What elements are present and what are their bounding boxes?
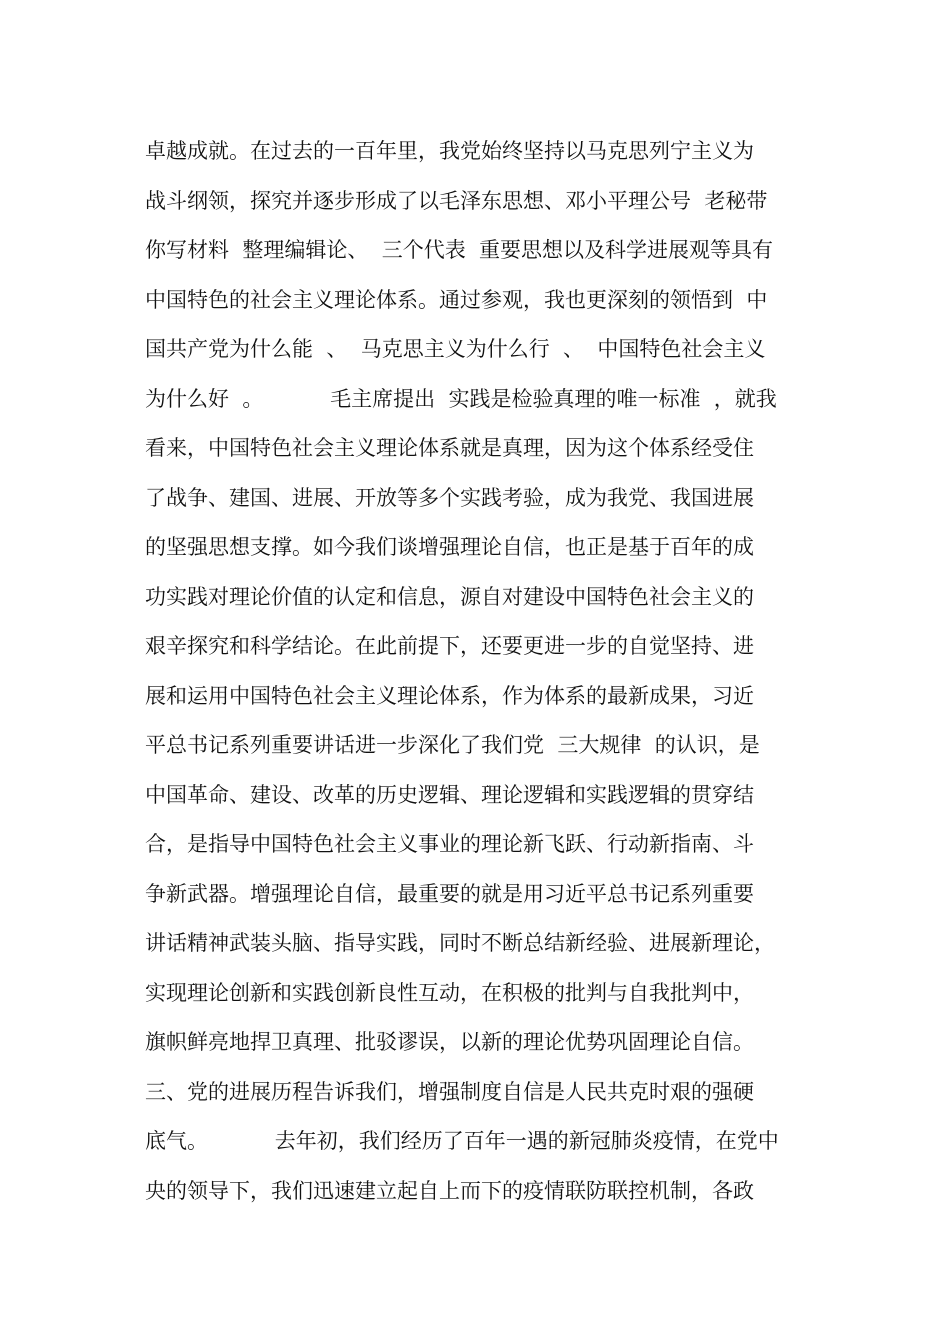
text-line: 中国特色的社会主义理论体系。通过参观，我也更深刻的领悟到 中 — [145, 287, 768, 312]
text-line: 中国革命、建设、改革的历史逻辑、理论逻辑和实践逻辑的贯穿结 — [145, 782, 754, 807]
text-line: 艰辛探究和科学结论。在此前提下，还要更进一步的自觉坚持、进 — [145, 634, 754, 658]
text-line: 讲话精神武装头脑、指导实践，同时不断总结新经验、进展新理论， — [145, 931, 775, 955]
text-line: 平总书记系列重要讲话进一步深化了我们党 三大规律 的认识，是 — [145, 733, 760, 757]
text-line: 实现理论创新和实践创新良性互动，在积极的批判与自我批判中， — [145, 980, 754, 1005]
text-line: 卓越成就。在过去的一百年里，我党始终坚持以马克思列宁主义为 — [145, 139, 754, 163]
text-line: 战斗纲领，探究并逐步形成了以毛泽东思想、邓小平理公号 老秘带 — [145, 188, 768, 213]
text-line: 旗帜鲜亮地捍卫真理、批驳谬误，以新的理论优势巩固理论自信。 — [145, 1030, 754, 1054]
text-line: 你写材料 整理编辑论、 三个代表 重要思想以及科学进展观等具有 — [145, 238, 774, 262]
text-line: 争新武器。增强理论自信，最重要的就是用习近平总书记系列重要 — [145, 881, 754, 906]
text-line: 的坚强思想支撑。如今我们谈增强理论自信，也正是基于百年的成 — [145, 535, 754, 559]
text-line: 了战争、建国、进展、开放等多个实践考验，成为我党、我国进展 — [145, 485, 754, 510]
text-line: 合，是指导中国特色社会主义事业的理论新飞跃、行动新指南、斗 — [145, 832, 754, 856]
text-line: 为什么好 。 毛主席提出 实践是检验真理的唯一标准 ，就我 — [145, 386, 777, 411]
text-line: 底气。 去年初，我们经历了百年一遇的新冠肺炎疫情，在党中 — [145, 1129, 779, 1153]
text-line: 央的领导下，我们迅速建立起自上而下的疫情联防联控机制，各政 — [145, 1178, 754, 1203]
text-line: 功实践对理论价值的认定和信息，源自对建设中国特色社会主义的 — [145, 584, 754, 609]
text-line: 看来，中国特色社会主义理论体系就是真理，因为这个体系经受住 — [145, 436, 754, 460]
text-line: 国共产党为什么能 、 马克思主义为什么行 、 中国特色社会主义 — [145, 337, 766, 361]
text-line: 展和运用中国特色社会主义理论体系，作为体系的最新成果，习近 — [145, 683, 754, 708]
section-heading-line: 三、党的进展历程告诉我们，增强制度自信是人民共克时艰的强硬 — [145, 1079, 754, 1104]
body-text — [145, 133, 835, 1222]
